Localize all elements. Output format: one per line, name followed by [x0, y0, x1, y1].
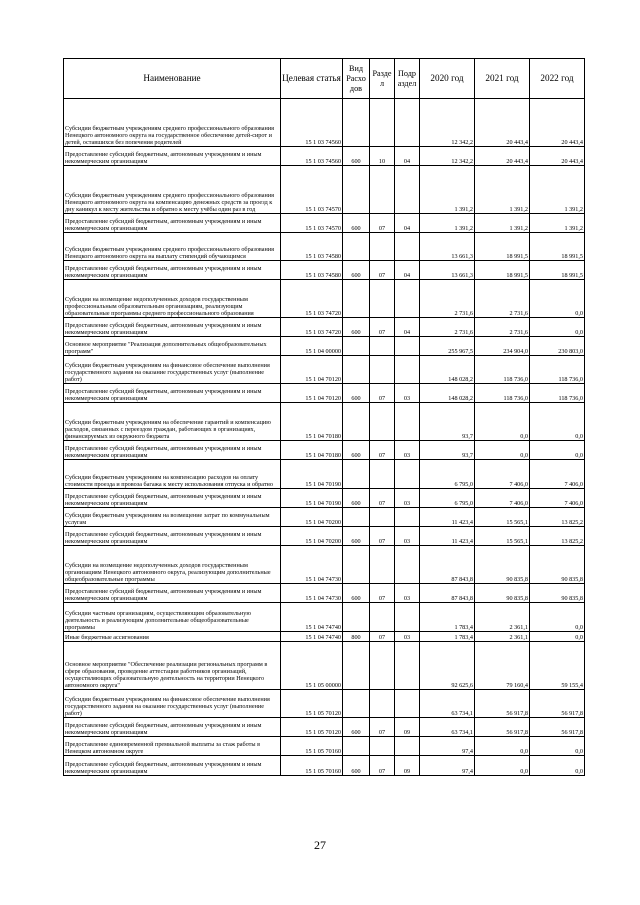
- cell-name: Основное мероприятие "Реализация дополнительных общеобразовательных программ": [64, 337, 281, 356]
- cell-2021: 90 835,8: [475, 546, 530, 584]
- cell-subsection: 04: [395, 318, 420, 337]
- cell-2022: 0,0: [530, 756, 585, 776]
- cell-2021: 2 731,6: [475, 280, 530, 318]
- cell-name: Предоставление субсидий бюджетным, автономным учреждениям и иным некоммерческим организациям: [64, 147, 281, 166]
- cell-2021: 2 731,6: [475, 318, 530, 337]
- cell-expense-type: [343, 690, 370, 718]
- cell-expense-type: [343, 460, 370, 489]
- cell-2020: 92 625,6: [420, 642, 475, 690]
- cell-target-article: 15 1 05 70120: [281, 690, 343, 718]
- cell-target-article: 15 1 04 74740: [281, 632, 343, 642]
- cell-target-article: 15 1 04 70120: [281, 356, 343, 384]
- cell-subsection: [395, 690, 420, 718]
- table-row: [64, 632, 585, 642]
- cell-2022: 18 991,5: [530, 233, 585, 261]
- cell-target-article: 15 1 03 74720: [281, 280, 343, 318]
- cell-expense-type: [343, 737, 370, 756]
- cell-expense-type: [343, 403, 370, 441]
- table-row: [64, 233, 585, 261]
- cell-target-article: 15 1 03 74560: [281, 99, 343, 147]
- cell-2022: 18 991,5: [530, 261, 585, 280]
- table-row: [64, 546, 585, 584]
- cell-2020: 97,4: [420, 737, 475, 756]
- cell-expense-type: [343, 642, 370, 690]
- table-row: [64, 166, 585, 214]
- cell-2021: 0,0: [475, 756, 530, 776]
- cell-target-article: 15 1 03 74560: [281, 147, 343, 166]
- cell-subsection: 03: [395, 441, 420, 460]
- cell-2021: 118 736,0: [475, 384, 530, 403]
- cell-target-article: 15 1 05 70120: [281, 718, 343, 737]
- cell-subsection: [395, 603, 420, 632]
- cell-2020: 13 661,3: [420, 233, 475, 261]
- cell-expense-type: [343, 356, 370, 384]
- cell-2022: 59 155,4: [530, 642, 585, 690]
- cell-subsection: 09: [395, 718, 420, 737]
- cell-2020: 97,4: [420, 756, 475, 776]
- cell-2022: 0,0: [530, 603, 585, 632]
- cell-expense-type: 600: [343, 756, 370, 776]
- cell-2022: 20 443,4: [530, 147, 585, 166]
- cell-subsection: [395, 99, 420, 147]
- cell-target-article: 15 1 03 74580: [281, 233, 343, 261]
- cell-2020: 87 843,8: [420, 546, 475, 584]
- cell-name: Субсидии бюджетным учреждениям на обеспечение гарантий и компенсацию расходов, связанных с переездом граждан, работающих в организациях, финансируемых из окружного бюджета: [64, 403, 281, 441]
- cell-subsection: 03: [395, 489, 420, 508]
- cell-target-article: 15 1 04 74730: [281, 584, 343, 603]
- cell-2022: 0,0: [530, 441, 585, 460]
- cell-2021: 20 443,4: [475, 147, 530, 166]
- cell-2020: 93,7: [420, 403, 475, 441]
- cell-expense-type: [343, 546, 370, 584]
- cell-expense-type: 600: [343, 584, 370, 603]
- cell-2020: 1 783,4: [420, 632, 475, 642]
- cell-section: 07: [370, 261, 395, 280]
- header-expense-type: Вид Расхо дов: [343, 59, 370, 99]
- header-year-2021: 2021 год: [475, 59, 530, 99]
- cell-name: Субсидии бюджетным учреждениям среднего профессионального образования Ненецкого автономного округа на государственное обеспечение детей-сирот и детей, оставшихся без попечения родителей: [64, 99, 281, 147]
- cell-2022: 7 406,0: [530, 489, 585, 508]
- cell-2022: 1 391,2: [530, 166, 585, 214]
- cell-subsection: 03: [395, 384, 420, 403]
- cell-subsection: [395, 280, 420, 318]
- cell-name: Предоставление субсидий бюджетным, автономным учреждениям и иным некоммерческим организациям: [64, 584, 281, 603]
- cell-2021: 15 565,1: [475, 508, 530, 527]
- cell-2021: 79 160,4: [475, 642, 530, 690]
- header-year-2022: 2022 год: [530, 59, 585, 99]
- cell-subsection: 04: [395, 214, 420, 233]
- cell-2021: 234 904,0: [475, 337, 530, 356]
- cell-name: Предоставление субсидий бюджетным, автономным учреждениям и иным некоммерческим организациям: [64, 261, 281, 280]
- cell-name: Субсидии частным организациям, осуществляющим образовательную деятельность и реализующим дополнительные общеобразовательные программы: [64, 603, 281, 632]
- cell-target-article: 15 1 05 70160: [281, 737, 343, 756]
- cell-2022: 230 803,0: [530, 337, 585, 356]
- cell-section: [370, 460, 395, 489]
- cell-2021: 118 736,0: [475, 356, 530, 384]
- cell-section: [370, 546, 395, 584]
- cell-expense-type: 600: [343, 147, 370, 166]
- cell-target-article: 15 1 04 70180: [281, 403, 343, 441]
- cell-target-article: 15 1 05 00000: [281, 642, 343, 690]
- table-row: [64, 280, 585, 318]
- cell-target-article: 15 1 03 74570: [281, 214, 343, 233]
- cell-expense-type: 600: [343, 318, 370, 337]
- cell-2021: 2 361,1: [475, 603, 530, 632]
- cell-section: 07: [370, 384, 395, 403]
- cell-section: 07: [370, 527, 395, 546]
- table-row: [64, 584, 585, 603]
- cell-2020: 148 028,2: [420, 384, 475, 403]
- cell-2021: 0,0: [475, 403, 530, 441]
- cell-section: 07: [370, 441, 395, 460]
- cell-2021: 15 565,1: [475, 527, 530, 546]
- cell-subsection: [395, 356, 420, 384]
- cell-target-article: 15 1 04 70190: [281, 489, 343, 508]
- cell-2022: 0,0: [530, 737, 585, 756]
- cell-target-article: 15 1 05 70160: [281, 756, 343, 776]
- cell-name: Предоставление субсидий бюджетным, автономным учреждениям и иным некоммерческим организациям: [64, 384, 281, 403]
- cell-section: [370, 233, 395, 261]
- page-number: 27: [314, 838, 326, 852]
- cell-expense-type: 600: [343, 718, 370, 737]
- cell-section: [370, 166, 395, 214]
- cell-2022: 0,0: [530, 632, 585, 642]
- cell-2021: 7 406,0: [475, 460, 530, 489]
- cell-2020: 13 661,3: [420, 261, 475, 280]
- cell-2020: 11 423,4: [420, 527, 475, 546]
- table-body: [64, 99, 585, 776]
- cell-subsection: 09: [395, 756, 420, 776]
- cell-2021: 90 835,8: [475, 584, 530, 603]
- cell-name: Субсидии бюджетным учреждениям среднего профессионального образования Ненецкого автономного округа на компенсацию денежных средств за проезд к дну каникул к месту жительства и обратно к месту учёбы один раз в год: [64, 166, 281, 214]
- cell-2022: 1 391,2: [530, 214, 585, 233]
- cell-2022: 0,0: [530, 403, 585, 441]
- cell-section: 07: [370, 214, 395, 233]
- cell-expense-type: [343, 508, 370, 527]
- cell-2020: 1 783,4: [420, 603, 475, 632]
- cell-2020: 255 967,5: [420, 337, 475, 356]
- cell-2020: 6 795,0: [420, 460, 475, 489]
- cell-2020: 148 028,2: [420, 356, 475, 384]
- cell-expense-type: 600: [343, 384, 370, 403]
- cell-2022: 56 917,8: [530, 690, 585, 718]
- cell-target-article: 15 1 04 00000: [281, 337, 343, 356]
- cell-2020: 11 423,4: [420, 508, 475, 527]
- table-row: [64, 718, 585, 737]
- cell-subsection: [395, 403, 420, 441]
- cell-2022: 7 406,0: [530, 460, 585, 489]
- cell-2022: 20 443,4: [530, 99, 585, 147]
- cell-2022: 118 736,0: [530, 384, 585, 403]
- table-row: [64, 527, 585, 546]
- cell-subsection: [395, 233, 420, 261]
- cell-name: Субсидии бюджетным учреждениям среднего профессионального образования Ненецкого автономного округа на выплату стипендий обучающимся: [64, 233, 281, 261]
- cell-name: Субсидии бюджетным учреждениям на возмещение затрат по коммунальным услугам: [64, 508, 281, 527]
- cell-subsection: [395, 508, 420, 527]
- cell-name: Основное мероприятие "Обеспечение реализации региональных программ в сфере образования, проведение аттестации работников организаций, осуществляющих образовательную деятельность на территории Ненецкого автономного округа": [64, 642, 281, 690]
- cell-name: Предоставление субсидий бюджетным, автономным учреждениям и иным некоммерческим организациям: [64, 441, 281, 460]
- cell-2021: 56 917,8: [475, 690, 530, 718]
- cell-expense-type: [343, 337, 370, 356]
- cell-2021: 18 991,5: [475, 233, 530, 261]
- table-row: [64, 460, 585, 489]
- table-row: [64, 384, 585, 403]
- cell-2022: 0,0: [530, 318, 585, 337]
- table-row: [64, 147, 585, 166]
- cell-section: 07: [370, 584, 395, 603]
- cell-section: 07: [370, 718, 395, 737]
- cell-target-article: 15 1 03 74580: [281, 261, 343, 280]
- cell-subsection: 03: [395, 632, 420, 642]
- cell-subsection: 04: [395, 261, 420, 280]
- cell-expense-type: [343, 280, 370, 318]
- cell-section: 07: [370, 632, 395, 642]
- cell-expense-type: 600: [343, 527, 370, 546]
- cell-2022: 90 835,8: [530, 546, 585, 584]
- table-row: [64, 261, 585, 280]
- table-row: [64, 603, 585, 632]
- cell-target-article: 15 1 04 70200: [281, 508, 343, 527]
- cell-2022: 118 736,0: [530, 356, 585, 384]
- cell-name: Предоставление субсидий бюджетным, автономным учреждениям и иным некоммерческим организациям: [64, 756, 281, 776]
- cell-subsection: [395, 166, 420, 214]
- cell-2020: 1 391,2: [420, 214, 475, 233]
- cell-section: [370, 603, 395, 632]
- cell-2020: 63 734,1: [420, 690, 475, 718]
- header-year-2020: 2020 год: [420, 59, 475, 99]
- cell-section: [370, 356, 395, 384]
- table-row: [64, 214, 585, 233]
- cell-2020: 2 731,6: [420, 280, 475, 318]
- cell-name: Предоставление субсидий бюджетным, автономным учреждениям и иным некоммерческим организациям: [64, 718, 281, 737]
- cell-name: Предоставление единовременной премиальной выплаты за стаж работы в Ненецком автономном округе: [64, 737, 281, 756]
- cell-section: [370, 690, 395, 718]
- cell-subsection: [395, 642, 420, 690]
- cell-expense-type: 600: [343, 489, 370, 508]
- cell-2022: 13 825,2: [530, 527, 585, 546]
- cell-expense-type: [343, 166, 370, 214]
- table-row: [64, 756, 585, 776]
- cell-subsection: [395, 546, 420, 584]
- cell-name: Субсидии бюджетным учреждениям на компенсацию расходов на оплату стоимости проезда и провоза багажа к месту использования отпуска и обратно: [64, 460, 281, 489]
- cell-2022: 90 835,8: [530, 584, 585, 603]
- table-row: [64, 489, 585, 508]
- table-row: [64, 690, 585, 718]
- header-target-article: Целевая статья: [281, 59, 343, 99]
- cell-name: Предоставление субсидий бюджетным, автономным учреждениям и иным некоммерческим организациям: [64, 489, 281, 508]
- table-row: [64, 318, 585, 337]
- cell-2021: 56 917,8: [475, 718, 530, 737]
- cell-subsection: 03: [395, 527, 420, 546]
- cell-expense-type: 600: [343, 261, 370, 280]
- cell-name: Субсидии бюджетным учреждениям на финансовое обеспечение выполнения государственного задания на оказание государственных услуг (выполнение работ): [64, 690, 281, 718]
- cell-section: [370, 280, 395, 318]
- cell-2021: 7 406,0: [475, 489, 530, 508]
- table-row: [64, 441, 585, 460]
- cell-expense-type: [343, 233, 370, 261]
- cell-2020: 87 843,8: [420, 584, 475, 603]
- cell-target-article: 15 1 03 74720: [281, 318, 343, 337]
- cell-subsection: 04: [395, 147, 420, 166]
- cell-name: Субсидии на возмещение недополученных доходов государственным профессиональным образовательным организациям, реализующим образовательные программы среднего профессионального образования: [64, 280, 281, 318]
- cell-section: [370, 337, 395, 356]
- cell-2021: 0,0: [475, 441, 530, 460]
- cell-expense-type: [343, 99, 370, 147]
- cell-subsection: [395, 737, 420, 756]
- cell-2020: 63 734,1: [420, 718, 475, 737]
- cell-section: 07: [370, 489, 395, 508]
- table-row: [64, 642, 585, 690]
- cell-name: Субсидии бюджетным учреждениям на финансовое обеспечение выполнения государственного задания на оказание государственных услуг (выполнение работ): [64, 356, 281, 384]
- header-name: Наименование: [64, 59, 281, 99]
- cell-target-article: 15 1 04 70120: [281, 384, 343, 403]
- table-header-row: [64, 59, 585, 99]
- cell-target-article: 15 1 04 70200: [281, 527, 343, 546]
- cell-subsection: [395, 460, 420, 489]
- cell-2020: 12 342,2: [420, 147, 475, 166]
- cell-2021: 20 443,4: [475, 99, 530, 147]
- cell-section: 10: [370, 147, 395, 166]
- cell-expense-type: 600: [343, 214, 370, 233]
- cell-section: 07: [370, 318, 395, 337]
- cell-section: [370, 737, 395, 756]
- cell-expense-type: 800: [343, 632, 370, 642]
- cell-name: Иные бюджетные ассигнования: [64, 632, 281, 642]
- cell-target-article: 15 1 04 70180: [281, 441, 343, 460]
- cell-expense-type: 600: [343, 441, 370, 460]
- header-subsection: Подр аздел: [395, 59, 420, 99]
- cell-2022: 0,0: [530, 280, 585, 318]
- table-row: [64, 737, 585, 756]
- table-row: [64, 356, 585, 384]
- cell-2021: 2 361,1: [475, 632, 530, 642]
- table-row: [64, 99, 585, 147]
- cell-name: Предоставление субсидий бюджетным, автономным учреждениям и иным некоммерческим организациям: [64, 214, 281, 233]
- cell-2022: 56 917,8: [530, 718, 585, 737]
- cell-target-article: 15 1 04 74740: [281, 603, 343, 632]
- table-row: [64, 337, 585, 356]
- cell-target-article: 15 1 03 74570: [281, 166, 343, 214]
- cell-2021: 1 391,2: [475, 166, 530, 214]
- cell-2020: 6 795,0: [420, 489, 475, 508]
- cell-section: 07: [370, 756, 395, 776]
- cell-2020: 1 391,2: [420, 166, 475, 214]
- table-row: [64, 403, 585, 441]
- cell-name: Субсидии на возмещение недополученных доходов государственным организациям Ненецкого автономного округа, реализующим дополнительные общеобразовательные программы: [64, 546, 281, 584]
- header-section: Разде л: [370, 59, 395, 99]
- table-row: [64, 508, 585, 527]
- cell-target-article: 15 1 04 70190: [281, 460, 343, 489]
- cell-2021: 1 391,2: [475, 214, 530, 233]
- cell-expense-type: [343, 603, 370, 632]
- cell-2020: 93,7: [420, 441, 475, 460]
- cell-2020: 2 731,6: [420, 318, 475, 337]
- cell-2020: 12 342,2: [420, 99, 475, 147]
- cell-2022: 13 825,2: [530, 508, 585, 527]
- cell-section: [370, 642, 395, 690]
- cell-subsection: [395, 337, 420, 356]
- cell-name: Предоставление субсидий бюджетным, автономным учреждениям и иным некоммерческим организациям: [64, 527, 281, 546]
- cell-2021: 0,0: [475, 737, 530, 756]
- cell-subsection: 03: [395, 584, 420, 603]
- cell-section: [370, 508, 395, 527]
- cell-section: [370, 403, 395, 441]
- cell-section: [370, 99, 395, 147]
- cell-target-article: 15 1 04 74730: [281, 546, 343, 584]
- budget-table: [63, 58, 585, 776]
- cell-name: Предоставление субсидий бюджетным, автономным учреждениям и иным некоммерческим организациям: [64, 318, 281, 337]
- cell-2021: 18 991,5: [475, 261, 530, 280]
